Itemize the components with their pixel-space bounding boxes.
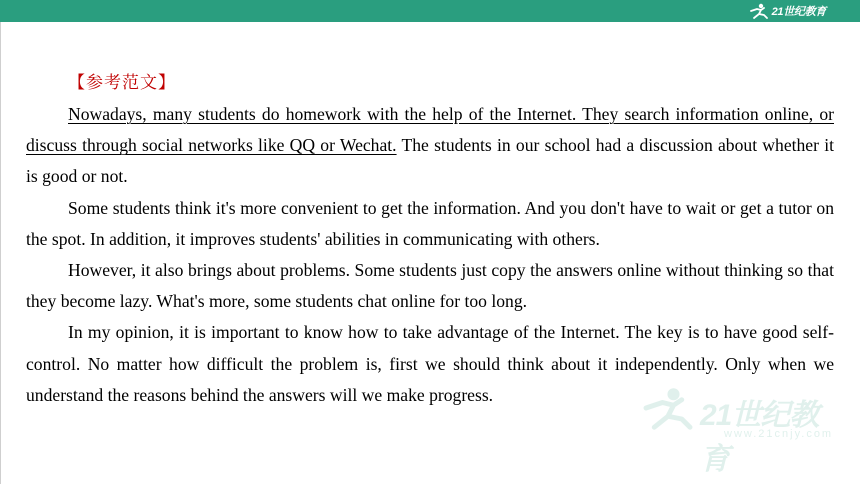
underlined-text: Nowadays, many students do homework with the help of the Internet. They search information online, or discuss through social networks like QQ or Wechat. [26, 104, 834, 156]
left-border [0, 22, 1, 484]
logo-text: 21世纪教育 [771, 6, 826, 18]
paragraph-1 [26, 99, 834, 193]
watermark-url: www.21cnjy.com [724, 428, 834, 440]
watermark-text: 21世纪教育 [700, 399, 819, 476]
paragraph-3: However, it also brings about problems. Some students just copy the answers online without thinking so that they become lazy. What's more, some students chat online for too long. [26, 260, 834, 312]
paragraph-4: In my opinion, it is important to know how to take advantage of the Internet. The key is to have good self-control. No matter how difficult the problem is, first we should think about it independently. Only when we understand the reasons behind the answers will we make progress. [26, 322, 834, 405]
paragraph-2: Some students think it's more convenient to get the information. And you don't have to wait or get a tutor on the spot. In addition, it improves students' abilities in communicating with others. [26, 197, 834, 249]
paragraph-1-rest: The students in our school had a discussion about whether it is good or not. [26, 135, 834, 187]
brand-logo [749, 2, 826, 20]
essay-content [26, 68, 834, 411]
runner-icon [749, 3, 769, 19]
essay-heading: 【参考范文】 [68, 73, 176, 93]
top-banner [0, 0, 860, 22]
